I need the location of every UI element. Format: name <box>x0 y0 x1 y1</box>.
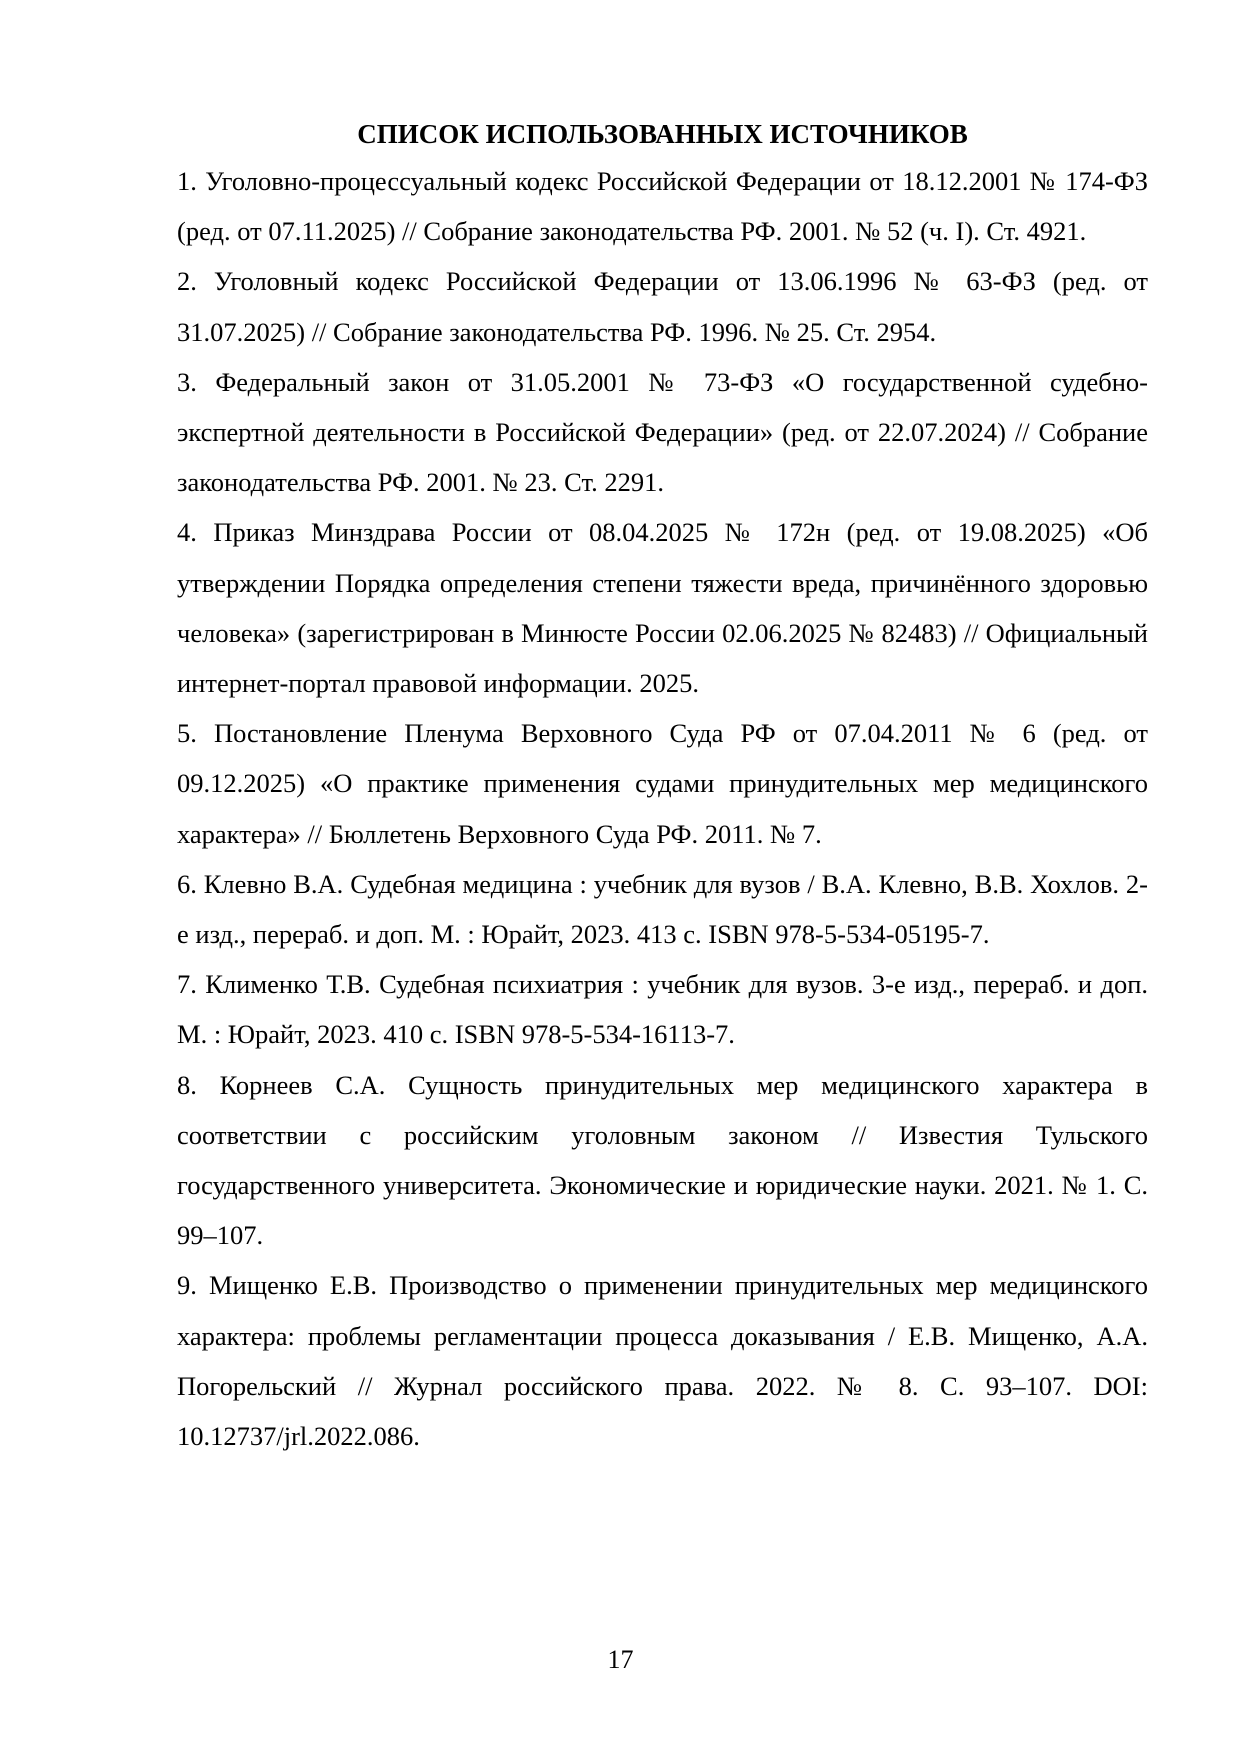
reference-item-3: 3. Федеральный закон от 31.05.2001 № 73-ФЗ «О государственной судебно-экспертной деятельности в Российской Федерации» (ред. от 22.07.2024) // Собрание законодательства РФ. 2001. № 23. Ст. 2291. <box>177 366 1148 498</box>
reference-item-1: 1. Уголовно-процессуальный кодекс Российской Федерации от 18.12.2001 № 174-ФЗ (ред. от 07.11.2025) // Собрание законодательства РФ. 2001. № 52 (ч. I). Ст. 4921. <box>177 166 1148 247</box>
reference-item-6: 6. Клевно В.А. Судебная медицина : учебник для вузов / В.А. Клевно, В.В. Хохлов. 2-е изд., перераб. и доп. М. : Юрайт, 2023. 413 с. ISBN 978-5-534-05195-7. <box>177 868 1148 950</box>
reference-item-7: 7. Клименко Т.В. Судебная психиатрия : учебник для вузов. 3-е изд., перераб. и доп. М. : Юрайт, 2023. 410 с. ISBN 978-5-534-16113-7. <box>177 969 1148 1050</box>
reference-item-5: 5. Постановление Пленума Верховного Суда РФ от 07.04.2011 № 6 (ред. от 09.12.2025) «О практике применения судами принудительных мер медицинского характера» // Бюллетень Верховного Суда РФ. 2011. № 7. <box>177 718 1148 849</box>
reference-list <box>177 156 1148 1461</box>
reference-item-8: 8. Корнеев С.А. Сущность принудительных мер медицинского характера в соответствии с российским уголовным законом // Известия Тульского государственного университета. Экономические и юридические науки. 2021. № 1. С. 99–107. <box>177 1069 1148 1251</box>
reference-item-4: 4. Приказ Минздрава России от 08.04.2025 № 172н (ред. от 19.08.2025) «Об утверждении Порядка определения степени тяжести вреда, причинённого здоровью человека» (зарегистрирован в Минюсте России 02.06.2025 № 82483) // Официальный интернет-портал правовой информации. 2025. <box>177 517 1148 699</box>
page-content <box>177 112 1148 1461</box>
reference-item-2: 2. Уголовный кодекс Российской Федерации от 13.06.1996 № 63-ФЗ (ред. от 31.07.2025) // Собрание законодательства РФ. 1996. № 25. Ст. 2954. <box>177 266 1148 347</box>
page-number: 17 <box>607 1645 634 1674</box>
page-title: СПИСОК ИСПОЛЬЗОВАННЫХ ИСТОЧНИКОВ <box>357 119 968 149</box>
reference-item-9: 9. Мищенко Е.В. Производство о применении принудительных мер медицинского характера: проблемы регламентации процесса доказывания / Е.В. Мищенко, А.А. Погорельский // Журнал российского права. 2022. № 8. С. 93–107. DOI: 10.12737/jrl.2022.086. <box>177 1270 1148 1452</box>
